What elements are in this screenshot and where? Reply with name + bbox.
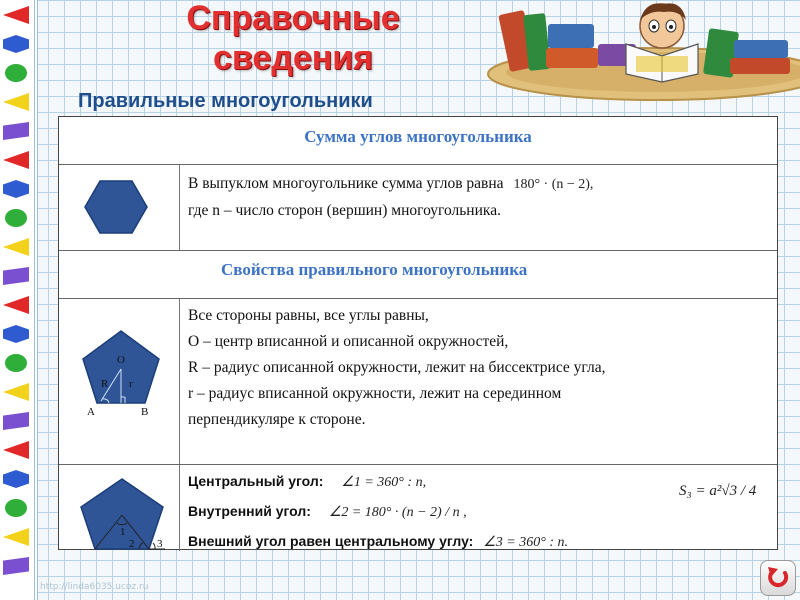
section2-text — [188, 303, 769, 433]
property-line-4: r – радиус вписанной окружности, лежит на серединном — [188, 385, 562, 402]
decorative-gem-icon — [3, 180, 29, 198]
central-angle-formula: ∠1 = 360° : n, — [341, 475, 427, 490]
decorative-left-strip — [0, 0, 38, 600]
section1-row — [59, 165, 777, 251]
angle-sum-formula: 180° · (n − 2), — [513, 177, 594, 192]
property-line-1: Все стороны равны, все углы равны, — [188, 307, 429, 324]
pentagon-angles-figure — [77, 477, 167, 551]
section1-text — [188, 171, 769, 224]
watermark-url: http://linda6035.ucoz.ru — [40, 582, 149, 592]
column-divider — [179, 465, 180, 551]
decorative-gem-icon — [3, 35, 29, 53]
outer-angle-label: Внешний угол равен центральному углу: — [188, 533, 474, 549]
section1-header: Сумма углов многоугольника — [304, 127, 532, 146]
page-title — [148, 0, 438, 78]
area-formula: S₃ = a²√3 / 4 — [679, 483, 757, 499]
decorative-gem-icon — [3, 122, 29, 140]
decorative-gem-icon — [3, 528, 29, 546]
section3-row — [59, 465, 777, 551]
section2-header-row — [59, 251, 777, 299]
decorative-gem-icon — [3, 383, 29, 401]
decorative-gem-icon — [3, 267, 29, 285]
inner-angle-formula: ∠2 = 180° · (n − 2) / n , — [328, 505, 467, 520]
label-1: 1 — [120, 526, 126, 538]
hexagon-figure — [83, 179, 149, 235]
section1-header-row — [59, 117, 777, 165]
title-line-1: Справочные — [186, 0, 400, 37]
outer-angle-formula: ∠3 = 360° : n. — [483, 535, 568, 550]
decorative-gem-icon — [3, 557, 29, 575]
decorative-gem-icon — [3, 6, 29, 24]
section1-text-line1: В выпуклом многоугольнике сумма углов равна — [188, 175, 504, 192]
decorative-gem-icon — [3, 296, 29, 314]
label-R: R — [101, 378, 109, 390]
label-B: B — [141, 406, 149, 417]
decorative-gem-icon — [5, 354, 27, 372]
decorative-gem-icon — [3, 238, 29, 256]
property-line-5: перпендикуляре к стороне. — [188, 411, 366, 428]
decorative-gem-icon — [5, 209, 27, 227]
section2-row — [59, 299, 777, 465]
return-button[interactable] — [760, 560, 796, 596]
central-angle-label: Центральный угол: — [188, 473, 324, 489]
column-divider — [179, 299, 180, 464]
title-line-2: сведения — [212, 39, 374, 77]
return-arrow-icon — [765, 565, 791, 591]
inner-angle-label: Внутренний угол: — [188, 503, 311, 519]
section2-header: Свойства правильного многоугольника — [221, 260, 528, 279]
label-A: A — [87, 406, 95, 417]
page-subtitle: Правильные многоугольники — [78, 90, 373, 112]
decorative-gem-icon — [3, 151, 29, 169]
property-line-3: R – радиус описанной окружности, лежит на биссектрисе угла, — [188, 359, 606, 376]
decorative-gem-icon — [5, 499, 27, 517]
reference-card — [58, 116, 778, 550]
label-r: r — [129, 378, 133, 390]
reading-boy-illustration — [486, 0, 800, 104]
label-2: 2 — [129, 538, 135, 550]
pentagon-radii-figure — [79, 327, 163, 417]
decorative-gem-icon — [5, 64, 27, 82]
section3-text — [188, 467, 769, 557]
decorative-gem-icon — [3, 325, 29, 343]
column-divider — [179, 165, 180, 250]
decorative-gem-icon — [3, 470, 29, 488]
decorative-gem-icon — [3, 441, 29, 459]
label-O: O — [117, 354, 125, 366]
decorative-gem-icon — [3, 412, 29, 430]
decorative-gem-icon — [3, 93, 29, 111]
label-3: 3 — [157, 538, 163, 550]
property-line-2: О – центр вписанной и описанной окружностей, — [188, 333, 509, 350]
section1-text-line2: где n – число сторон (вершин) многоугольника. — [188, 202, 501, 219]
